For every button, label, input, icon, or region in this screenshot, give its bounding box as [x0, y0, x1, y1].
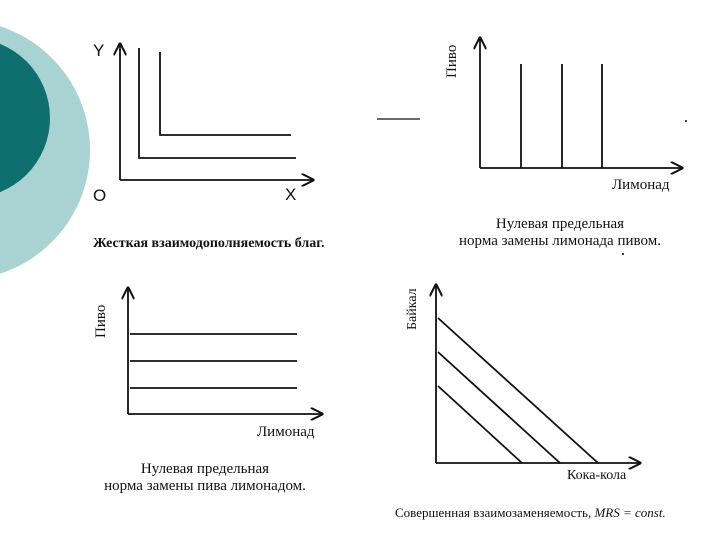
- indifference-line-3: [438, 386, 522, 463]
- indifference-line-2: [438, 352, 560, 463]
- caption-zero-mrs-lemonade: [435, 216, 685, 250]
- x-axis-label: Лимонад: [257, 424, 315, 440]
- speck: [622, 253, 624, 255]
- panel-complements: [120, 44, 313, 180]
- caption-line-2: норма замены пива лимонадом.: [104, 478, 306, 494]
- speck: [685, 120, 687, 122]
- indifference-curve-l-inner: [160, 52, 291, 135]
- caption-line-2: норма замены лимонада пивом.: [459, 233, 661, 249]
- x-axis-label: X: [285, 185, 297, 204]
- caption-prefix: Совершенная взаимозаменяемость,: [395, 505, 595, 520]
- caption-perfect-substitutes: [395, 504, 666, 521]
- panel-perfect-substitutes: [436, 285, 640, 463]
- caption-complements: Жесткая взаимодополняемость благ.: [93, 236, 325, 251]
- caption-formula: MRS = const.: [594, 505, 666, 520]
- y-axis-label: Байкал: [405, 288, 420, 330]
- y-axis-label: Пиво: [93, 304, 109, 338]
- indifference-curve-l-outer: [139, 48, 296, 158]
- x-axis-label: Кока-кола: [567, 468, 627, 483]
- caption-line-1: Нулевая предельная: [140, 461, 270, 477]
- indifference-line-1: [438, 318, 598, 463]
- caption-zero-mrs-beer: [80, 461, 330, 495]
- y-axis-label: Пиво: [444, 44, 460, 78]
- x-axis-label: Лимонад: [612, 177, 670, 193]
- panel-zero-mrs-lemonade: [480, 38, 682, 168]
- caption-line-1: Нулевая предельная: [495, 216, 625, 232]
- origin-label: O: [93, 186, 107, 205]
- y-axis-label: Y: [93, 41, 105, 60]
- panel-zero-mrs-beer: [128, 288, 322, 414]
